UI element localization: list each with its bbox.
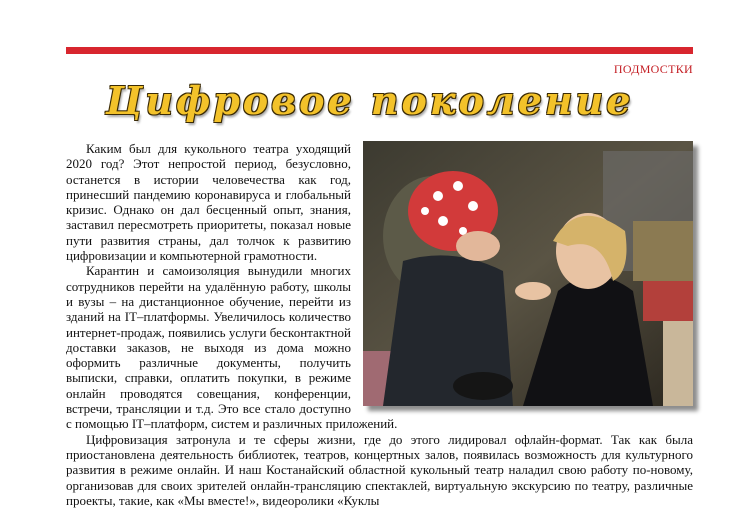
article-photo — [363, 141, 693, 406]
article-title: Цифровое поколение — [105, 78, 634, 123]
section-label: ПОДМОСТКИ — [613, 62, 693, 76]
paragraph-1: Каким был для кукольного театра уходящий 2020 год? Этот непростой период, безусловно, останется в истории человечества как год, принесший пандемию коронавируса и глобальный кризис. Однако он дал бесценный опыт, знания, заставил пересмотреть приоритеты, показал новые пути развития страны, дал толчок к развитию цифровизации и компьютерной грамотности. — [66, 141, 351, 264]
photo-puppet-and-woman — [363, 141, 693, 406]
top-red-rule — [66, 47, 693, 54]
paragraph-3: Цифровизация затронула и те сферы жизни, где до этого лидировал офлайн-формат. Так как была приостановлена деятельность библиотек, театров, концертных залов, появилась возможность для культурного развития в режиме онлайн. И наш Костанайский областной кукольный театр наладил свою работу по-новому, организовав для своих зрителей онлайн-трансляцию спектаклей, виртуальную экскурсию по театру, различные проекты, такие, как «Мы вместе!», видеоролики «Куклы — [66, 431, 693, 508]
paragraph-2: Карантин и самоизоляция вынудили многих сотрудников перейти на удалённую работу, школы и вузы – на дистанционное обучение, перейти из зданий на IT–платформы. Увеличилось количество интернет-продаж, появились услуги бесконтактной доставки заказов, не выходя из дома можно оформить различные документы, получить выписки, справки, оплатить покупки, в режиме онлайн проводятся совещания, конференции, встречи, трансляции и т.д. Это все стало доступно с помощью IT–платформ, систем и различных приложений. — [66, 263, 398, 432]
article-body — [66, 141, 693, 508]
